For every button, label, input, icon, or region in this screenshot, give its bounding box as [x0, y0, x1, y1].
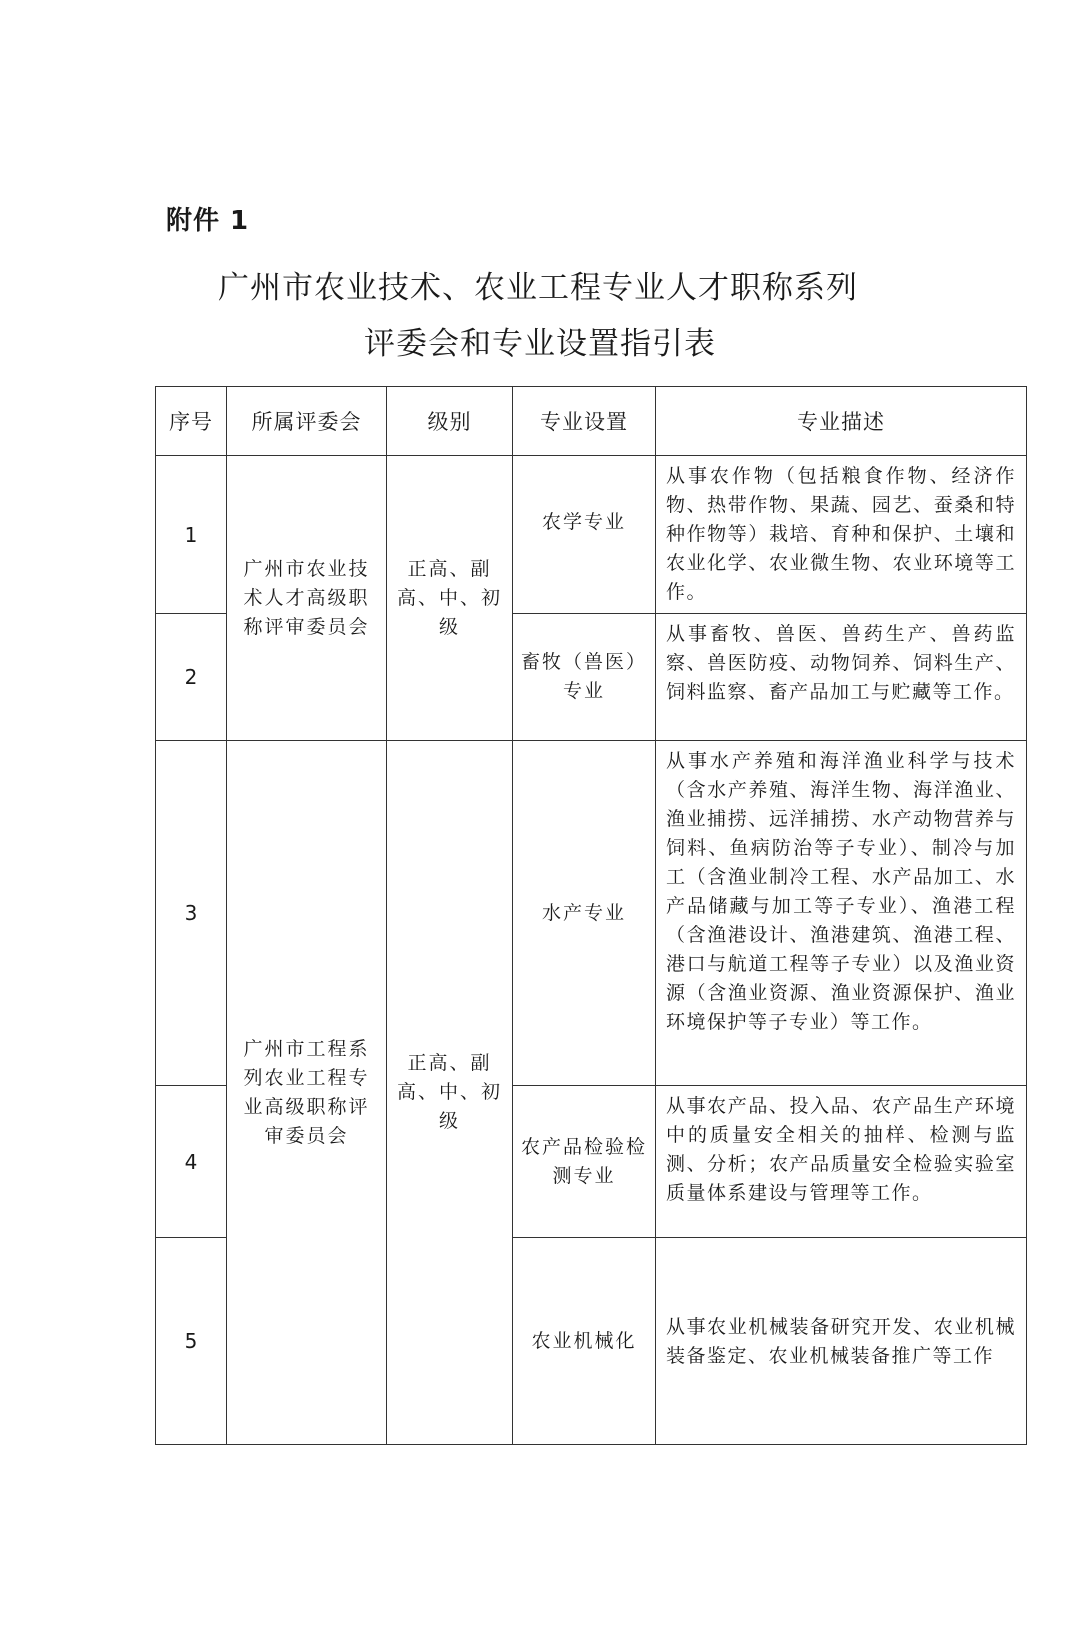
- major-cell: 畜牧（兽医）专业: [513, 614, 656, 741]
- description-cell: 从事畜牧、兽医、兽药生产、兽药监察、兽医防疫、动物饲养、饲料生产、饲料监察、畜产品加工与贮藏等工作。: [656, 614, 1027, 741]
- row-number: 1: [156, 456, 227, 614]
- table-row: [156, 456, 1027, 614]
- description-cell: 从事农作物（包括粮食作物、经济作物、热带作物、果蔬、园艺、蚕桑和特种作物等）栽培、育种和保护、土壤和农业化学、农业微生物、农业环境等工作。: [656, 456, 1027, 614]
- header-row: [156, 387, 1027, 456]
- description-cell: 从事农产品、投入品、农产品生产环境中的质量安全相关的抽样、检测与监测、分析；农产品质量安全检验实验室质量体系建设与管理等工作。: [656, 1086, 1027, 1238]
- row-number: 4: [156, 1086, 227, 1238]
- major-cell: 农学专业: [513, 456, 656, 614]
- major-cell: 农产品检验检测专业: [513, 1086, 656, 1238]
- document-title-line-1: 广州市农业技术、农业工程专业人才职称系列: [218, 270, 858, 306]
- description-cell: 从事农业机械装备研究开发、农业机械装备鉴定、农业机械装备推广等工作: [656, 1238, 1027, 1445]
- row-number: 2: [156, 614, 227, 741]
- guide-table: [155, 386, 1027, 1445]
- attachment-label: 附件 1: [166, 206, 250, 236]
- header-description: 专业描述: [656, 387, 1027, 456]
- major-cell: 农业机械化: [513, 1238, 656, 1445]
- header-committee: 所属评委会: [227, 387, 387, 456]
- description-cell: 从事水产养殖和海洋渔业科学与技术（含水产养殖、海洋生物、海洋渔业、渔业捕捞、远洋捕捞、水产动物营养与饲料、鱼病防治等子专业）、制冷与加工（含渔业制冷工程、水产品加工、水产品储藏与加工等子专业）、渔港工程（含渔港设计、渔港建筑、渔港工程、港口与航道工程等子专业）以及渔业资源（含渔业资源、渔业资源保护、渔业环境保护等子专业）等工作。: [656, 741, 1027, 1086]
- major-cell: 水产专业: [513, 741, 656, 1086]
- committee-cell: 广州市工程系列农业工程专业高级职称评审委员会: [227, 741, 387, 1445]
- document-title-line-2: 评委会和专业设置指引表: [364, 326, 716, 362]
- row-number: 3: [156, 741, 227, 1086]
- level-cell: 正高、副高、中、初级: [387, 456, 513, 741]
- header-level: 级别: [387, 387, 513, 456]
- row-number: 5: [156, 1238, 227, 1445]
- level-cell: 正高、副高、中、初级: [387, 741, 513, 1445]
- committee-cell: 广州市农业技术人才高级职称评审委员会: [227, 456, 387, 741]
- header-major: 专业设置: [513, 387, 656, 456]
- header-num: 序号: [156, 387, 227, 456]
- table-row: [156, 741, 1027, 1086]
